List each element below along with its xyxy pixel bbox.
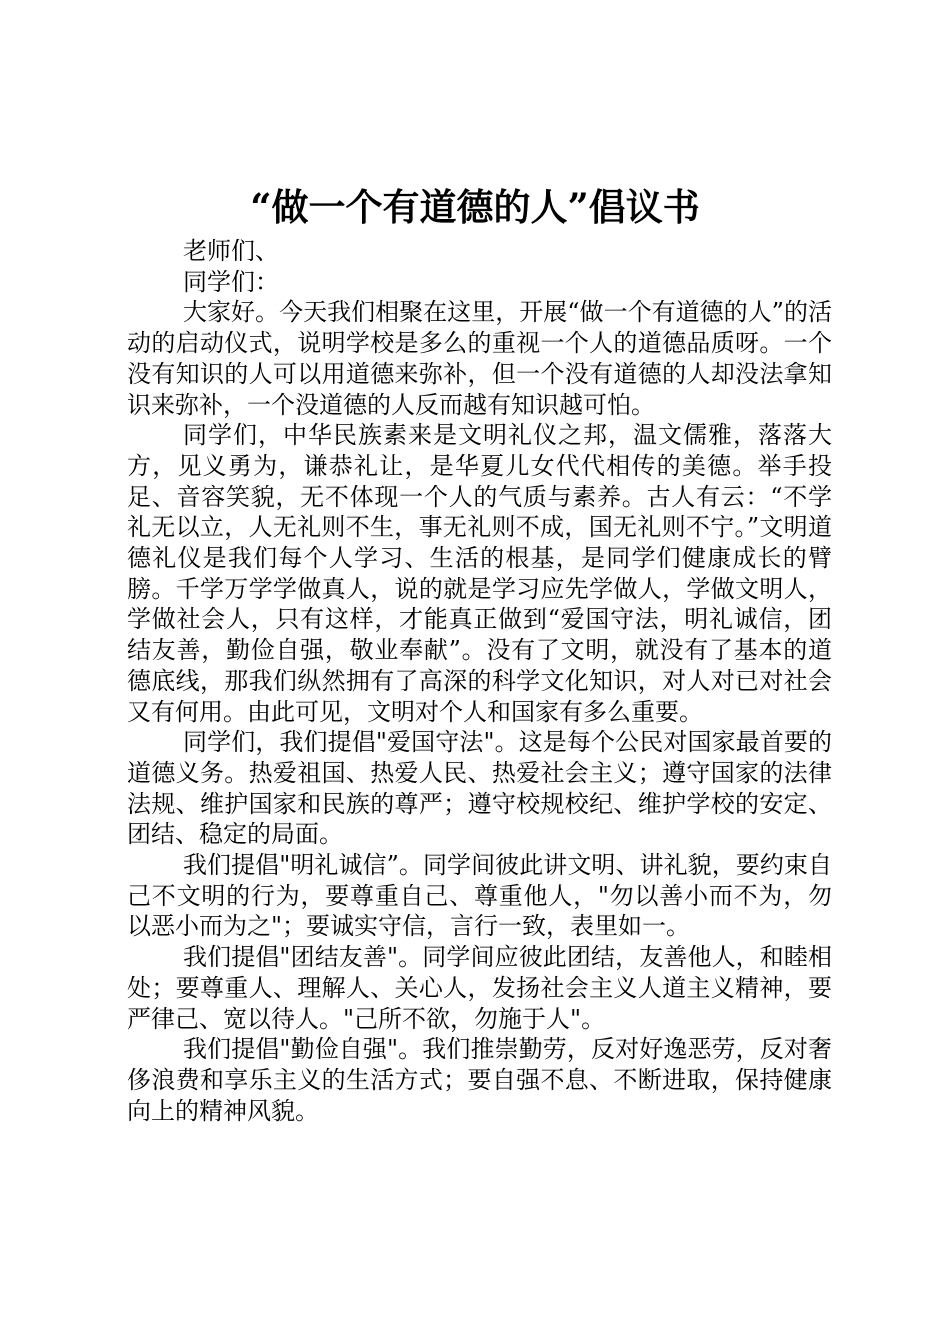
document-body: [127, 236, 832, 1126]
paragraph-courtesy: 我们提倡"明礼诚信”。同学间彼此讲文明、讲礼貌，要约束自己不文明的行为，要尊重自己、尊重他人，"勿以善小而不为，勿以恶小而为之"；要诚实守信，言行一致，表里如一。: [127, 851, 832, 941]
paragraph-patriotism: 同学们，我们提倡"爱国守法"。这是每个公民对国家最首要的道德义务。热爱祖国、热爱人民、热爱社会主义；遵守国家的法律法规、维护国家和民族的尊严；遵守校规校纪、维护学校的安定、团结、稳定的局面。: [127, 728, 832, 849]
document-title: “做一个有道德的人”倡议书: [250, 185, 700, 229]
paragraph-diligence: 我们提倡"勤俭自强"。我们推崇勤劳，反对好逸恶劳，反对奢侈浪费和享乐主义的生活方式；要自强不息、不断进取，保持健康向上的精神风貌。: [127, 1035, 832, 1125]
paragraph-civility: 同学们，中华民族素来是文明礼仪之邦，温文儒雅，落落大方，见义勇为，谦恭礼让，是华夏儿女代代相传的美德。举手投足、音容笑貌，无不体现一个人的气质与素养。古人有云：“不学礼无以立，人无礼则不生，事无礼则不成，国无礼则不宁。”文明道德礼仪是我们每个人学习、生活的根基，是同学们健康成长的臂膀。千学万学学做真人，说的就是学习应先学做人，学做文明人，学做社会人，只有这样，才能真正做到“爱国守法，明礼诚信，团结友善，勤俭自强，敬业奉献”。没有了文明，就没有了基本的道德底线，那我们纵然拥有了高深的科学文化知识，对人对已对社会又有何用。由此可见，文明对个人和国家有多么重要。: [127, 421, 832, 726]
salutation-teachers: 老师们、: [183, 237, 279, 265]
paragraph-unity: 我们提倡"团结友善"。同学间应彼此团结，友善他人，和睦相处；要尊重人、理解人、关心人，发扬社会主义人道主义精神，要严律己、宽以待人。"己所不欲，勿施于人"。: [127, 943, 832, 1033]
salutation-students: 同学们：: [183, 267, 279, 296]
paragraph-greeting: 大家好。今天我们相聚在这里，开展“做一个有道德的人”的活动的启动仪式，说明学校是多么的重视一个人的道德品质呀。一个没有知识的人可以用道德来弥补，但一个没有道德的人却没法拿知识来弥补，一个没道德的人反而越有知识越可怕。: [127, 298, 832, 419]
